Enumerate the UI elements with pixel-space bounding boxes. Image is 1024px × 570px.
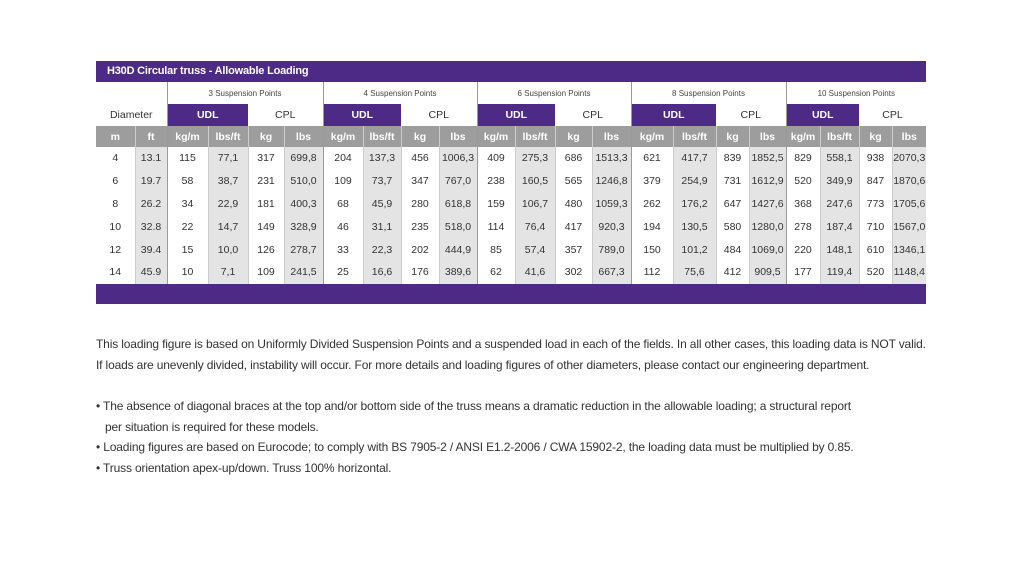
value-cell: 235 — [401, 215, 439, 238]
bullet-item — [96, 458, 936, 479]
value-cell: 7,1 — [208, 261, 248, 284]
unit-5-4: lbs — [892, 126, 926, 147]
value-cell: 176 — [401, 261, 439, 284]
value-cell: 647 — [716, 193, 749, 216]
value-cell: 389,6 — [439, 261, 477, 284]
value-cell: 58 — [167, 170, 208, 193]
value-cell: 149 — [248, 215, 284, 238]
value-cell: 41,6 — [515, 261, 555, 284]
value-cell: 160,5 — [515, 170, 555, 193]
unit-5-3: kg — [859, 126, 892, 147]
value-cell: 400,3 — [284, 193, 323, 216]
table-row — [96, 193, 926, 216]
value-cell: 1852,5 — [749, 147, 786, 170]
value-cell: 119,4 — [820, 261, 859, 284]
value-cell: 480 — [555, 193, 592, 216]
value-cell: 317 — [248, 147, 284, 170]
value-cell: 10,0 — [208, 238, 248, 261]
value-cell: 2070,3 — [892, 147, 926, 170]
value-cell: 33 — [323, 238, 363, 261]
unit-3-2: lbs/ft — [515, 126, 555, 147]
diameter-ft: 32.8 — [135, 215, 167, 238]
allowable-loading-table — [96, 82, 926, 284]
notes-section — [96, 334, 936, 478]
diameter-ft: 19.7 — [135, 170, 167, 193]
value-cell: 238 — [477, 170, 515, 193]
value-cell: 101,2 — [673, 238, 716, 261]
value-cell: 409 — [477, 147, 515, 170]
value-cell: 115 — [167, 147, 208, 170]
value-cell: 46 — [323, 215, 363, 238]
value-cell: 699,8 — [284, 147, 323, 170]
value-cell: 176,2 — [673, 193, 716, 216]
value-cell: 731 — [716, 170, 749, 193]
value-cell: 621 — [631, 147, 673, 170]
udl-label-5: UDL — [786, 104, 859, 126]
group-label-4: 8 Suspension Points — [631, 82, 786, 104]
udl-label-2: UDL — [323, 104, 401, 126]
paragraph-line: If loads are unevenly divided, instability will occur. For more details and loading figures of other diameters, please contact our engineering department. — [96, 357, 870, 372]
value-cell: 114 — [477, 215, 515, 238]
value-cell: 57,4 — [515, 238, 555, 261]
value-cell: 368 — [786, 193, 820, 216]
value-cell: 187,4 — [820, 215, 859, 238]
group-label-5: 10 Suspension Points — [786, 82, 926, 104]
bullet-line: • The absence of diagonal braces at the top and/or bottom side of the truss means a dramatic reduction in the allowable loading; a structural report — [96, 399, 851, 413]
value-cell: 130,5 — [673, 215, 716, 238]
bullet-line: • Loading figures are based on Eurocode; to comply with BS 7905-2 / ANSI E1.2-2006 / CWA 15902-2, the loading data must be multiplied by 0.85. — [96, 440, 854, 454]
value-cell: 938 — [859, 147, 892, 170]
value-cell: 1612,9 — [749, 170, 786, 193]
cpl-label-2: CPL — [428, 109, 449, 121]
value-cell: 444,9 — [439, 238, 477, 261]
unit-4-3: kg — [716, 126, 749, 147]
value-cell: 558,1 — [820, 147, 859, 170]
value-cell: 520 — [859, 261, 892, 284]
value-cell: 686 — [555, 147, 592, 170]
value-cell: 847 — [859, 170, 892, 193]
unit-m: m — [96, 126, 135, 147]
suspension-points-row — [96, 82, 926, 104]
value-cell: 1006,3 — [439, 147, 477, 170]
value-cell: 45,9 — [363, 193, 401, 216]
value-cell: 412 — [716, 261, 749, 284]
value-cell: 618,8 — [439, 193, 477, 216]
unit-5-1: kg/m — [786, 126, 820, 147]
unit-4-1: kg/m — [631, 126, 673, 147]
value-cell: 278 — [786, 215, 820, 238]
value-cell: 773 — [859, 193, 892, 216]
diameter-ft: 26.2 — [135, 193, 167, 216]
value-cell: 220 — [786, 238, 820, 261]
udl-label-1: UDL — [167, 104, 248, 126]
value-cell: 710 — [859, 215, 892, 238]
unit-5-2: lbs/ft — [820, 126, 859, 147]
value-cell: 76,4 — [515, 215, 555, 238]
value-cell: 75,6 — [673, 261, 716, 284]
value-cell: 1280,0 — [749, 215, 786, 238]
diameter-spacer — [96, 82, 167, 104]
value-cell: 106,7 — [515, 193, 555, 216]
value-cell: 278,7 — [284, 238, 323, 261]
diameter-m: 12 — [109, 243, 122, 256]
value-cell: 38,7 — [208, 170, 248, 193]
cpl-label-5: CPL — [882, 109, 903, 121]
bullet-line: • Truss orientation apex-up/down. Truss 100% horizontal. — [96, 460, 392, 475]
value-cell: 73,7 — [363, 170, 401, 193]
unit-3-4: lbs — [592, 126, 631, 147]
value-cell: 15 — [167, 238, 208, 261]
value-cell: 839 — [716, 147, 749, 170]
value-cell: 347 — [401, 170, 439, 193]
value-cell: 1705,6 — [892, 193, 926, 216]
value-cell: 1870,6 — [892, 170, 926, 193]
bullet-line: per situation is required for these models. — [105, 419, 319, 434]
value-cell: 62 — [477, 261, 515, 284]
udl-label-3: UDL — [477, 104, 555, 126]
notes-bullets — [96, 396, 936, 478]
unit-1-3: kg — [248, 126, 284, 147]
cpl-label-1: CPL — [275, 109, 296, 121]
table-row — [96, 215, 926, 238]
diameter-m: 14 — [109, 266, 122, 279]
value-cell: 241,5 — [284, 261, 323, 284]
udl-label-4: UDL — [631, 104, 716, 126]
group-label-3: 6 Suspension Points — [477, 82, 631, 104]
load-type-row — [96, 104, 926, 126]
value-cell: 31,1 — [363, 215, 401, 238]
value-cell: 328,9 — [284, 215, 323, 238]
cpl-label-3: CPL — [582, 109, 603, 121]
value-cell: 150 — [631, 238, 673, 261]
value-cell: 137,3 — [363, 147, 401, 170]
unit-ft: ft — [135, 126, 167, 147]
bullet-item — [96, 437, 936, 458]
value-cell: 767,0 — [439, 170, 477, 193]
unit-2-3: kg — [401, 126, 439, 147]
value-cell: 909,5 — [749, 261, 786, 284]
value-cell: 112 — [631, 261, 673, 284]
value-cell: 126 — [248, 238, 284, 261]
value-cell: 109 — [248, 261, 284, 284]
value-cell: 85 — [477, 238, 515, 261]
group-label-2: 4 Suspension Points — [323, 82, 477, 104]
value-cell: 1513,3 — [592, 147, 631, 170]
value-cell: 231 — [248, 170, 284, 193]
value-cell: 302 — [555, 261, 592, 284]
value-cell: 77,1 — [208, 147, 248, 170]
unit-3-1: kg/m — [477, 126, 515, 147]
value-cell: 1069,0 — [749, 238, 786, 261]
units-row — [96, 126, 926, 147]
paragraph-line: This loading figure is based on Uniformly Divided Suspension Points and a suspended load in each of the fields. In all other cases, this loading data is NOT valid. — [96, 337, 926, 351]
unit-1-1: kg/m — [167, 126, 208, 147]
loading-table-sheet — [96, 61, 926, 304]
table-row — [96, 261, 926, 284]
value-cell: 22 — [167, 215, 208, 238]
value-cell: 10 — [167, 261, 208, 284]
unit-1-4: lbs — [284, 126, 323, 147]
unit-4-4: lbs — [749, 126, 786, 147]
value-cell: 194 — [631, 215, 673, 238]
value-cell: 68 — [323, 193, 363, 216]
diameter-label: Diameter — [109, 109, 153, 121]
value-cell: 1148,4 — [892, 261, 926, 284]
value-cell: 177 — [786, 261, 820, 284]
value-cell: 247,6 — [820, 193, 859, 216]
value-cell: 262 — [631, 193, 673, 216]
value-cell: 829 — [786, 147, 820, 170]
value-cell: 520 — [786, 170, 820, 193]
unit-2-4: lbs — [439, 126, 477, 147]
table-row — [96, 147, 926, 170]
value-cell: 379 — [631, 170, 673, 193]
value-cell: 518,0 — [439, 215, 477, 238]
notes-paragraph — [96, 334, 936, 375]
diameter-m: 8 — [112, 197, 119, 210]
value-cell: 25 — [323, 261, 363, 284]
value-cell: 417,7 — [673, 147, 716, 170]
value-cell: 565 — [555, 170, 592, 193]
value-cell: 349,9 — [820, 170, 859, 193]
value-cell: 181 — [248, 193, 284, 216]
value-cell: 254,9 — [673, 170, 716, 193]
cpl-label-4: CPL — [740, 109, 761, 121]
value-cell: 580 — [716, 215, 749, 238]
value-cell: 1346,1 — [892, 238, 926, 261]
value-cell: 417 — [555, 215, 592, 238]
bullet-item — [96, 396, 936, 437]
value-cell: 1059,3 — [592, 193, 631, 216]
table-row — [96, 238, 926, 261]
diameter-ft: 39.4 — [135, 238, 167, 261]
diameter-m: 4 — [112, 152, 119, 165]
value-cell: 159 — [477, 193, 515, 216]
value-cell: 34 — [167, 193, 208, 216]
value-cell: 204 — [323, 147, 363, 170]
diameter-m: 6 — [112, 175, 119, 188]
value-cell: 920,3 — [592, 215, 631, 238]
group-label-1: 3 Suspension Points — [167, 82, 323, 104]
table-row — [96, 170, 926, 193]
value-cell: 456 — [401, 147, 439, 170]
value-cell: 280 — [401, 193, 439, 216]
table-title: H30D Circular truss - Allowable Loading — [96, 61, 926, 82]
value-cell: 148,1 — [820, 238, 859, 261]
value-cell: 16,6 — [363, 261, 401, 284]
unit-1-2: lbs/ft — [208, 126, 248, 147]
value-cell: 1246,8 — [592, 170, 631, 193]
value-cell: 275,3 — [515, 147, 555, 170]
value-cell: 1567,0 — [892, 215, 926, 238]
value-cell: 22,9 — [208, 193, 248, 216]
value-cell: 357 — [555, 238, 592, 261]
unit-4-2: lbs/ft — [673, 126, 716, 147]
diameter-m: 10 — [109, 220, 122, 233]
value-cell: 1427,6 — [749, 193, 786, 216]
diameter-ft: 45.9 — [135, 261, 167, 284]
value-cell: 610 — [859, 238, 892, 261]
value-cell: 789,0 — [592, 238, 631, 261]
value-cell: 14,7 — [208, 215, 248, 238]
value-cell: 510,0 — [284, 170, 323, 193]
table-footer-bar — [96, 284, 926, 304]
diameter-ft: 13.1 — [135, 147, 167, 170]
unit-3-3: kg — [555, 126, 592, 147]
unit-2-1: kg/m — [323, 126, 363, 147]
value-cell: 484 — [716, 238, 749, 261]
value-cell: 109 — [323, 170, 363, 193]
unit-2-2: lbs/ft — [363, 126, 401, 147]
value-cell: 667,3 — [592, 261, 631, 284]
value-cell: 202 — [401, 238, 439, 261]
value-cell: 22,3 — [363, 238, 401, 261]
